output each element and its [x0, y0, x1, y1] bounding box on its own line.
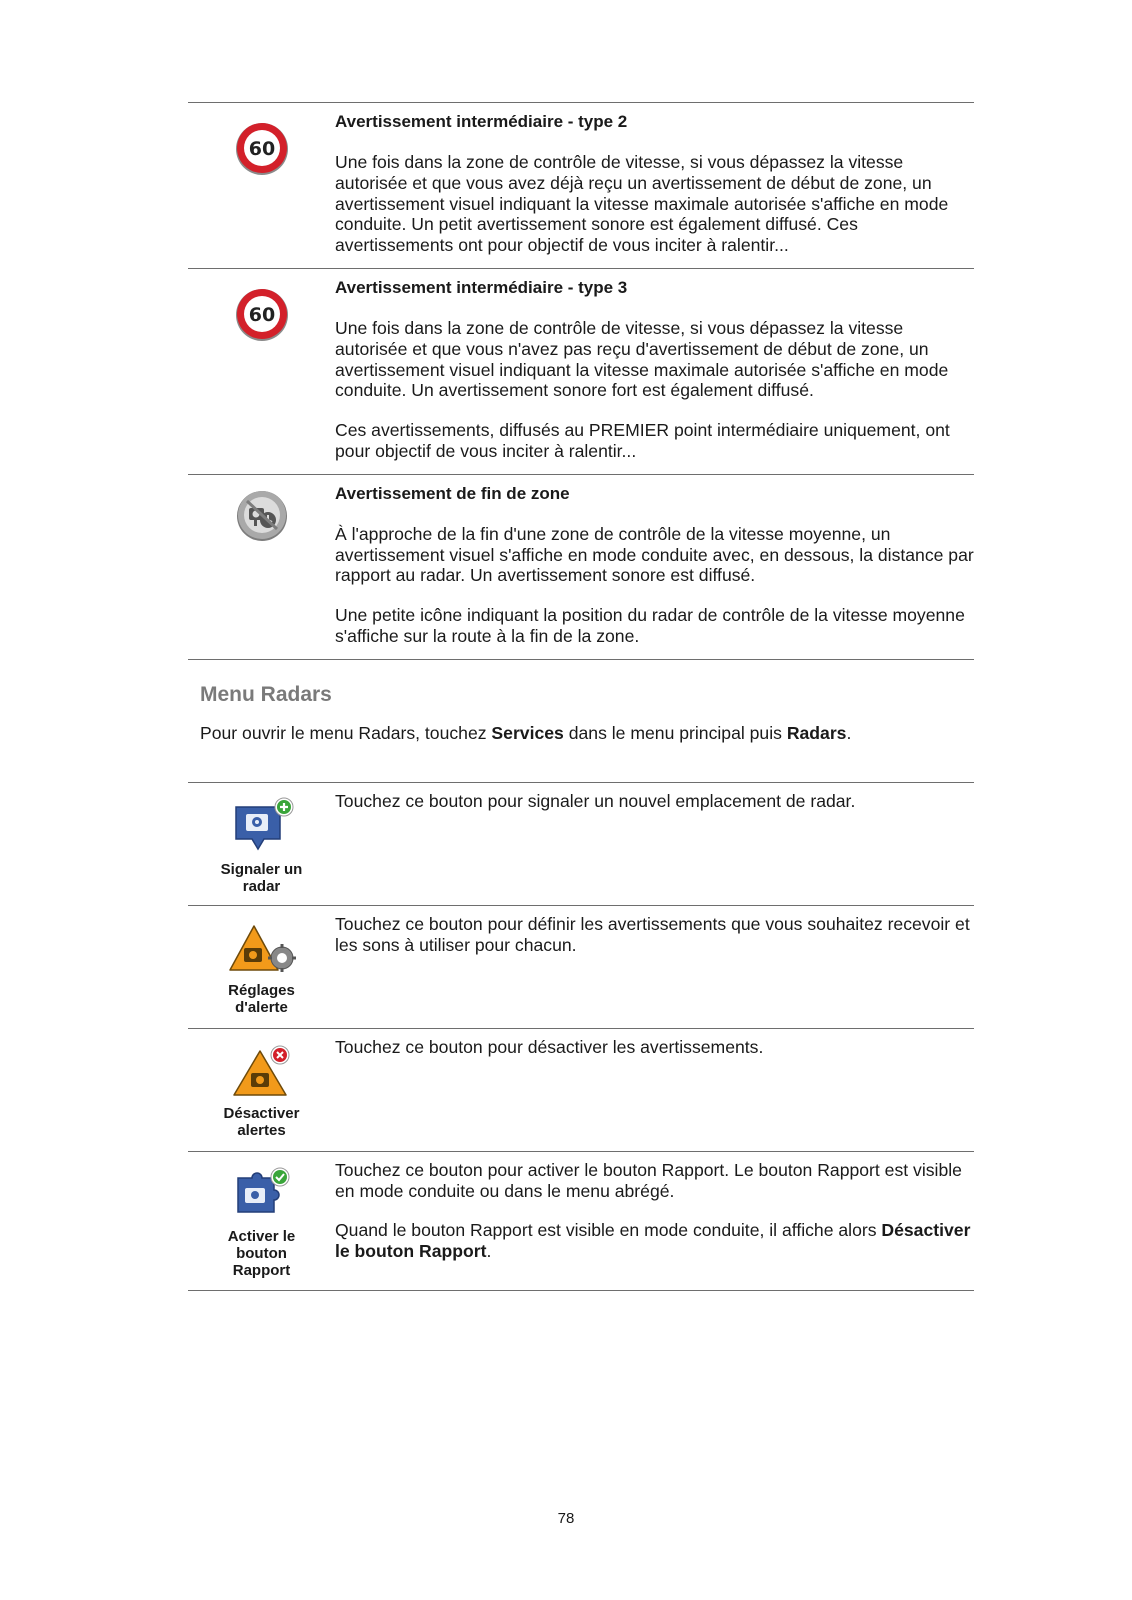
- menu-button-report-camera[interactable]: [188, 783, 335, 905]
- paragraph-text: Quand le bouton Rapport est visible en mode conduite, il affiche alors: [335, 1220, 882, 1241]
- speed-limit-60-icon: [234, 121, 290, 177]
- button-label: Signaler un radar: [220, 860, 303, 895]
- speed-limit-value: 60: [248, 303, 275, 326]
- paragraph: Ces avertissements, diffusés au PREMIER point intermédiaire uniquement, ont pour objectif de vous inciter à ralentir...: [335, 420, 950, 461]
- button-label: Activer le bouton Rapport: [227, 1227, 296, 1279]
- row-title: Avertissement de fin de zone: [335, 483, 570, 503]
- row-title: Avertissement intermédiaire - type 2: [335, 112, 628, 131]
- intro-bold-radars: Radars: [786, 722, 847, 743]
- paragraph: Touchez ce bouton pour définir les avertissements que vous souhaitez recevoir et les sons à utiliser pour chacun.: [335, 913, 970, 955]
- paragraph-bold: Désactiver le bouton Rapport: [335, 1220, 971, 1262]
- intro-bold-services: Services: [491, 722, 564, 743]
- paragraph: Touchez ce bouton pour signaler un nouvel emplacement de radar.: [335, 790, 856, 811]
- section-intro: [200, 722, 974, 744]
- button-row-alert-settings: [188, 905, 974, 1028]
- end-of-zone-icon: [235, 489, 289, 543]
- speed-limit-60-icon: [234, 287, 290, 343]
- report-camera-icon: [228, 797, 296, 855]
- text-column: [335, 1029, 974, 1151]
- menu-button-alert-settings[interactable]: [188, 906, 335, 1028]
- paragraph: Une fois dans la zone de contrôle de vitesse, si vous dépassez la vitesse autorisée et que vous n'avez pas reçu d'avertissement de début de zone, un avertissement visuel indiquant la vitesse maximale autorisée s'affiche en mode conduite. Un avertissement sonore fort est également diffusé.: [335, 317, 949, 401]
- text-column: [335, 1152, 974, 1290]
- icon-column: [188, 475, 335, 659]
- page-number: 78: [557, 1510, 575, 1527]
- button-label: Désactiver alertes: [223, 1104, 300, 1139]
- text-column: [335, 783, 974, 905]
- menu-button-enable-report[interactable]: [188, 1152, 335, 1290]
- divider: [188, 659, 974, 660]
- text-column: [335, 906, 974, 1028]
- alert-settings-icon: [226, 922, 298, 976]
- paragraph: Une fois dans la zone de contrôle de vitesse, si vous dépassez la vitesse autorisée et que vous avez déjà reçu un avertissement de début de zone, un avertissement visuel indiquant la vitesse maximale autorisée s'affiche en mode conduite. Un petit avertissement sonore est également diffusé. Ces avertissements ont pour objectif de vous inciter à ralentir...: [335, 152, 949, 256]
- page-content: [188, 102, 974, 1291]
- enable-report-button-icon: [230, 1166, 294, 1222]
- icon-column: [188, 269, 335, 474]
- text-column: [335, 269, 974, 474]
- button-label: Réglages d'alerte: [228, 981, 295, 1016]
- paragraph: [335, 1220, 974, 1262]
- text-column: [335, 103, 974, 268]
- icon-column: [188, 103, 335, 268]
- menu-button-disable-alerts[interactable]: [188, 1029, 335, 1151]
- paragraph: À l'approche de la fin d'une zone de contrôle de la vitesse moyenne, un avertissement visuel s'affiche en mode conduite avec, en dessous, la distance par rapport au radar. Un avertissement sonore est diffusé.: [335, 523, 974, 586]
- paragraph: Touchez ce bouton pour désactiver les avertissements.: [335, 1036, 764, 1057]
- warning-row-intermediate-type-3: [188, 268, 974, 474]
- intro-text: .: [846, 722, 852, 743]
- paragraph: Une petite icône indiquant la position du radar de contrôle de la vitesse moyenne s'affiche sur la route à la fin de la zone.: [335, 605, 965, 646]
- button-row-report-camera: [188, 782, 974, 905]
- warning-row-end-of-zone: [188, 474, 974, 659]
- button-row-enable-report: [188, 1151, 974, 1291]
- warning-row-intermediate-type-2: [188, 102, 974, 268]
- speed-limit-value: 60: [248, 138, 275, 160]
- row-title: Avertissement intermédiaire - type 3: [335, 277, 628, 297]
- intro-text: dans le menu principal puis: [563, 722, 787, 743]
- paragraph-text: .: [486, 1241, 492, 1262]
- button-row-disable-alerts: [188, 1028, 974, 1151]
- text-column: [335, 475, 974, 659]
- disable-alerts-icon: [230, 1045, 294, 1099]
- intro-text: Pour ouvrir le menu Radars, touchez: [200, 722, 492, 743]
- section-title: Menu Radars: [200, 682, 332, 706]
- paragraph: Touchez ce bouton pour activer le bouton Rapport. Le bouton Rapport est visible en mode conduite ou dans le menu abrégé.: [335, 1159, 962, 1201]
